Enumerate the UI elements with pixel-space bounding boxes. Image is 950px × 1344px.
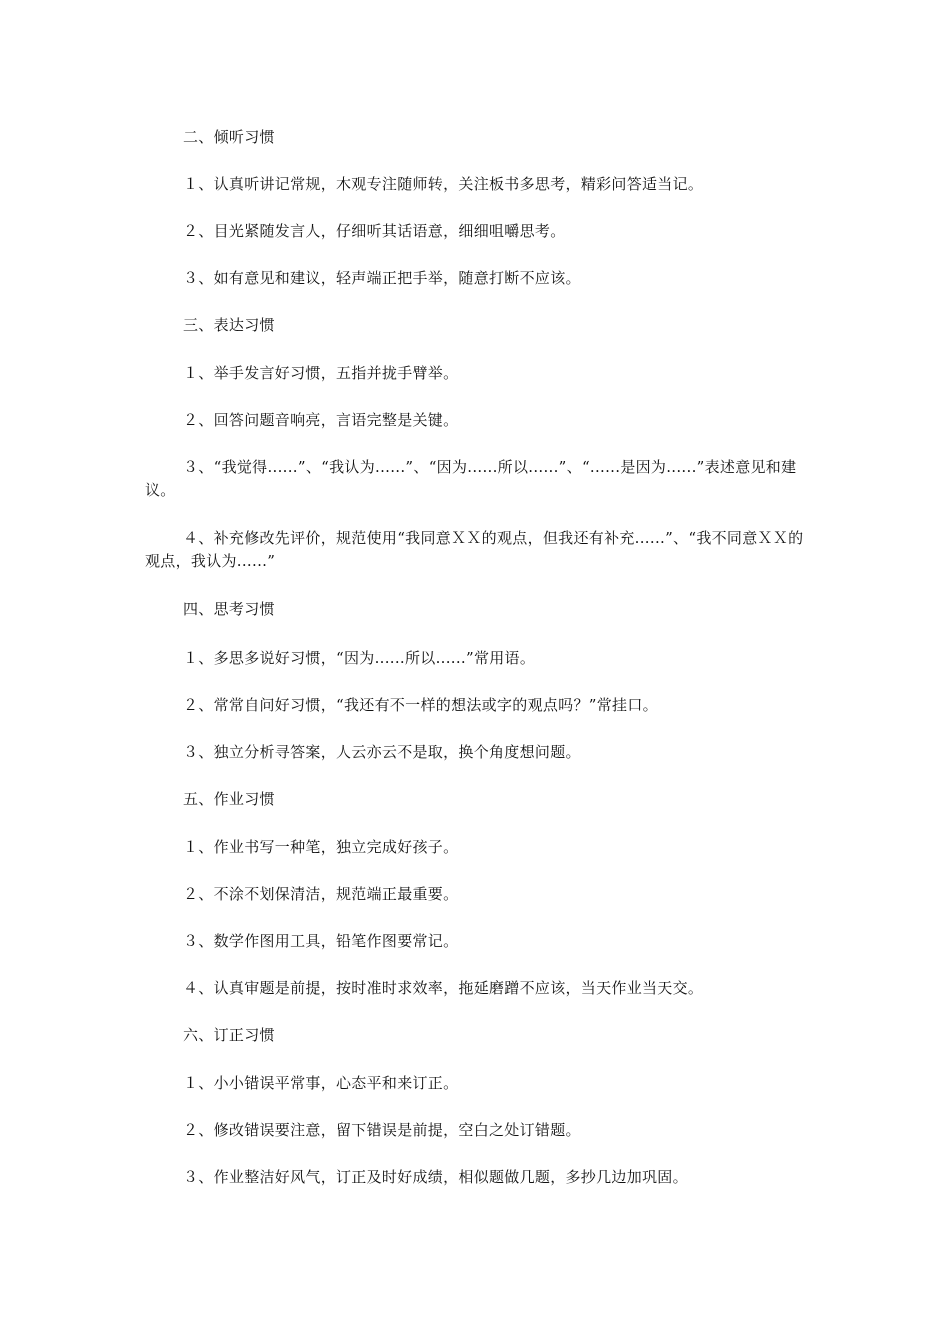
paragraph: １、小小错误平常事，心态平和来订正。 bbox=[183, 1074, 459, 1092]
paragraph: １、认真听讲记常规，木观专注随师转，关注板书多思考，精彩问答适当记。 bbox=[183, 175, 704, 193]
section-heading-correction: 六、订正习惯 bbox=[183, 1026, 275, 1044]
section-heading-homework: 五、作业习惯 bbox=[183, 790, 275, 808]
paragraph: ３、独立分析寻答案，人云亦云不是取，换个角度想问题。 bbox=[183, 743, 581, 761]
paragraph: ２、修改错误要注意，留下错误是前提，空白之处订错题。 bbox=[183, 1121, 581, 1139]
paragraph: ３、如有意见和建议，轻声端正把手举，随意打断不应该。 bbox=[183, 269, 581, 287]
paragraph: ３、作业整洁好风气，订正及时好成绩，相似题做几题，多抄几边加巩固。 bbox=[183, 1168, 688, 1186]
paragraph: ２、回答问题音响亮，言语完整是关键。 bbox=[183, 411, 459, 429]
paragraph: ２、不涂不划保清洁，规范端正最重要。 bbox=[183, 885, 459, 903]
paragraph: １、作业书写一种笔，独立完成好孩子。 bbox=[183, 838, 459, 856]
paragraph: ３、数学作图用工具，铅笔作图要常记。 bbox=[183, 932, 459, 950]
paragraph: ４、认真审题是前提，按时准时求效率，拖延磨蹭不应该，当天作业当天交。 bbox=[183, 979, 704, 997]
paragraph: １、举手发言好习惯，五指并拢手臂举。 bbox=[183, 364, 459, 382]
paragraph: ２、常常自问好习惯，“我还有不一样的想法或字的观点吗？”常挂口。 bbox=[183, 696, 658, 714]
paragraph: ３、“我觉得......”、“我认为......”、“因为......所以......”、“......是因为......”表述意见和建议。 bbox=[145, 458, 797, 499]
paragraph: ４、补充修改先评价，规范使用“我同意ＸＸ的观点，但我还有补充......”、“我不同意ＸＸ的观点，我认为......” bbox=[145, 529, 804, 570]
section-heading-listening: 二、倾听习惯 bbox=[183, 128, 275, 146]
section-heading-thinking: 四、思考习惯 bbox=[183, 600, 275, 618]
paragraph: １、多思多说好习惯，“因为......所以......”常用语。 bbox=[183, 649, 536, 667]
paragraph: ２、目光紧随发言人，仔细听其话语意，细细咀嚼思考。 bbox=[183, 222, 566, 240]
section-heading-expression: 三、表达习惯 bbox=[183, 316, 275, 334]
